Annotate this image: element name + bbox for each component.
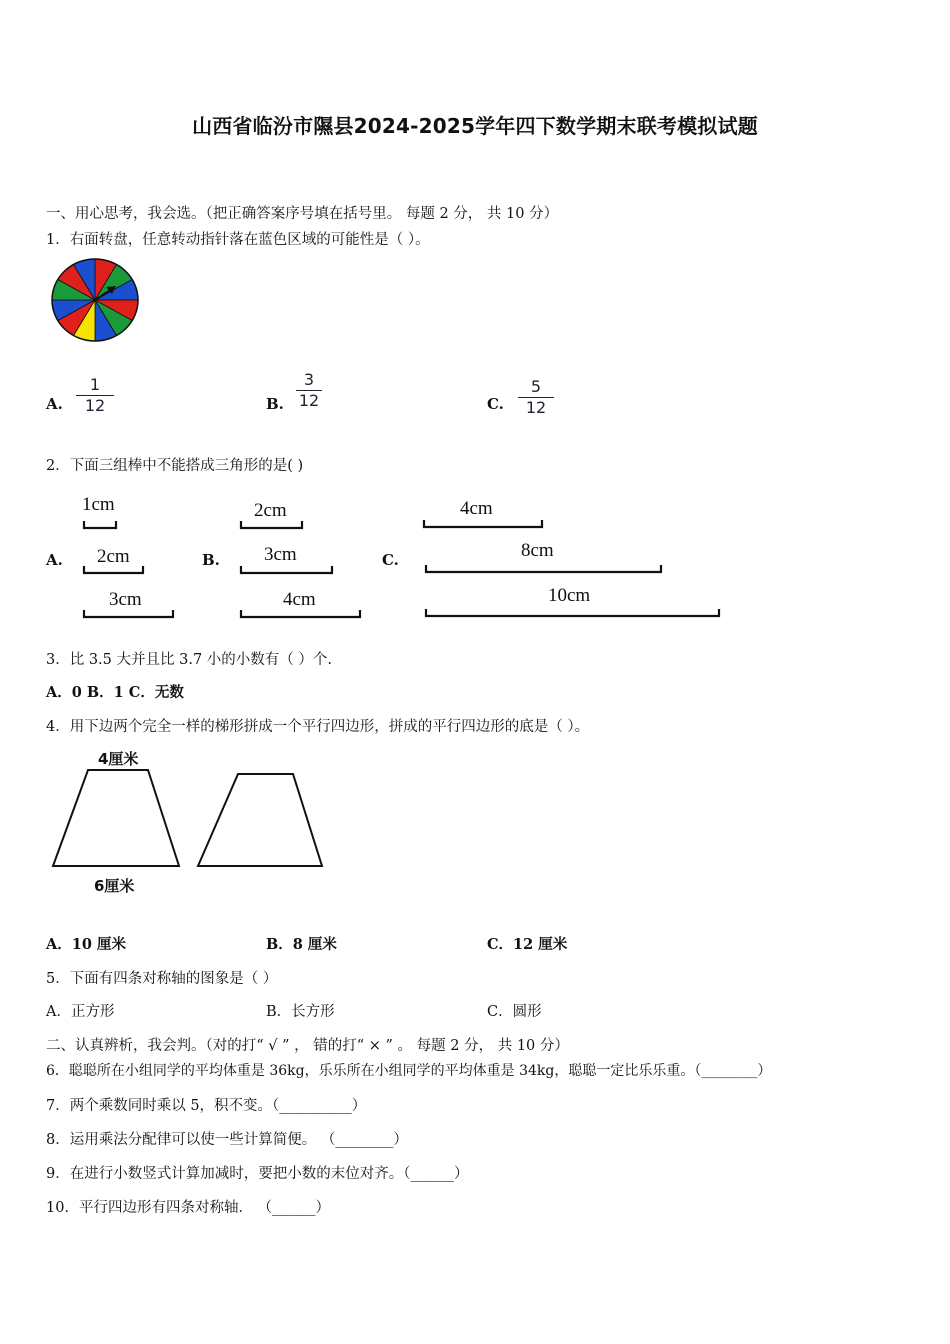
- stick-c2: [426, 565, 661, 572]
- q4-trapezoids-figure: [40, 744, 340, 900]
- section-2-heading: 二、认真辨析，我会判。（对的打“ √ ” ， 错的打“ × ” 。 每题 2 分， 共 10 分）: [46, 1038, 569, 1054]
- fraction-denominator: 12: [298, 391, 320, 410]
- question-3: 3．比 3.5 大并且比 3.7 小的小数有（ ）个.: [46, 652, 332, 668]
- question-4: 4．用下边两个完全一样的梯形拼成一个平行四边形，拼成的平行四边形的底是（ ）。: [46, 719, 590, 735]
- question-6: 6．聪聪所在小组同学的平均体重是 36kg，乐乐所在小组同学的平均体重是 34kg，聪聪一定比乐乐重。（________）: [46, 1063, 772, 1079]
- stick-c2-label: 8cm: [521, 540, 554, 561]
- q3-options: A．0 B．1 C．无数: [46, 684, 184, 701]
- stick-c3-label: 10cm: [548, 585, 591, 606]
- stick-b2: [241, 566, 332, 573]
- q4-option-c: C．12 厘米: [487, 936, 568, 953]
- page-title: 山西省临汾市隰县2024-2025学年四下数学期末联考模拟试题: [192, 114, 758, 138]
- fraction-numerator: 5: [530, 377, 542, 396]
- question-2: 2．下面三组棒中不能搭成三角形的是( ): [46, 458, 304, 474]
- stick-b3: [241, 610, 360, 617]
- q1-option-a-label: A.: [46, 395, 63, 413]
- stick-a3-label: 3cm: [109, 589, 142, 610]
- stick-a1-label: 1cm: [82, 494, 115, 515]
- q4-option-a: A．10 厘米: [46, 936, 126, 953]
- q1-option-c-label: C.: [487, 395, 504, 413]
- section-1-heading: 一、用心思考，我会选。（把正确答案序号填在括号里。 每题 2 分， 共 10 分）: [46, 206, 559, 222]
- question-1: 1．右面转盘，任意转动指针落在蓝色区域的可能性是（ ）。: [46, 232, 430, 248]
- stick-a3: [84, 610, 173, 617]
- trapezoid-bottom-label: 6厘米: [94, 877, 135, 895]
- fraction-denominator: 12: [84, 396, 106, 415]
- fraction-numerator: 1: [89, 375, 101, 394]
- stick-b3-label: 4cm: [283, 589, 316, 610]
- stick-c1: [424, 520, 542, 527]
- stick-b2-label: 3cm: [264, 544, 297, 565]
- q1-fraction-c: [518, 378, 554, 417]
- q1-option-b-label: B.: [266, 395, 284, 413]
- q4-option-b: B．8 厘米: [266, 936, 337, 953]
- question-8: 8．运用乘法分配律可以使一些计算简便。 （________）: [46, 1132, 408, 1148]
- q2-option-c-label: C.: [382, 551, 399, 569]
- question-5: 5．下面有四条对称轴的图象是（ ）: [46, 971, 278, 987]
- question-10: 10．平行四边形有四条对称轴． （______）: [46, 1200, 331, 1216]
- q2-option-a-label: A.: [46, 551, 63, 569]
- question-9: 9．在进行小数竖式计算加减时，要把小数的末位对齐。（______）: [46, 1166, 469, 1182]
- q1-fraction-b: [296, 371, 322, 410]
- trapezoid-left: [53, 770, 179, 866]
- stick-c1-label: 4cm: [460, 498, 493, 519]
- q5-option-a: A．正方形: [46, 1004, 115, 1020]
- spinner-wheel: [48, 256, 142, 344]
- q5-option-c: C．圆形: [487, 1004, 542, 1020]
- fraction-denominator: 12: [525, 398, 547, 417]
- trapezoid-right: [198, 774, 322, 866]
- stick-c3: [426, 609, 719, 616]
- stick-b1: [241, 521, 302, 528]
- q1-fraction-a: [76, 376, 114, 415]
- question-7: 7．两个乘数同时乘以 5，积不变。（__________）: [46, 1098, 367, 1114]
- q2-option-b-label: B.: [202, 551, 220, 569]
- q5-option-b: B．长方形: [266, 1004, 335, 1020]
- stick-a2-label: 2cm: [97, 546, 130, 567]
- fraction-numerator: 3: [303, 370, 315, 389]
- trapezoid-top-label: 4厘米: [98, 750, 139, 768]
- stick-a1: [84, 521, 116, 528]
- stick-b1-label: 2cm: [254, 500, 287, 521]
